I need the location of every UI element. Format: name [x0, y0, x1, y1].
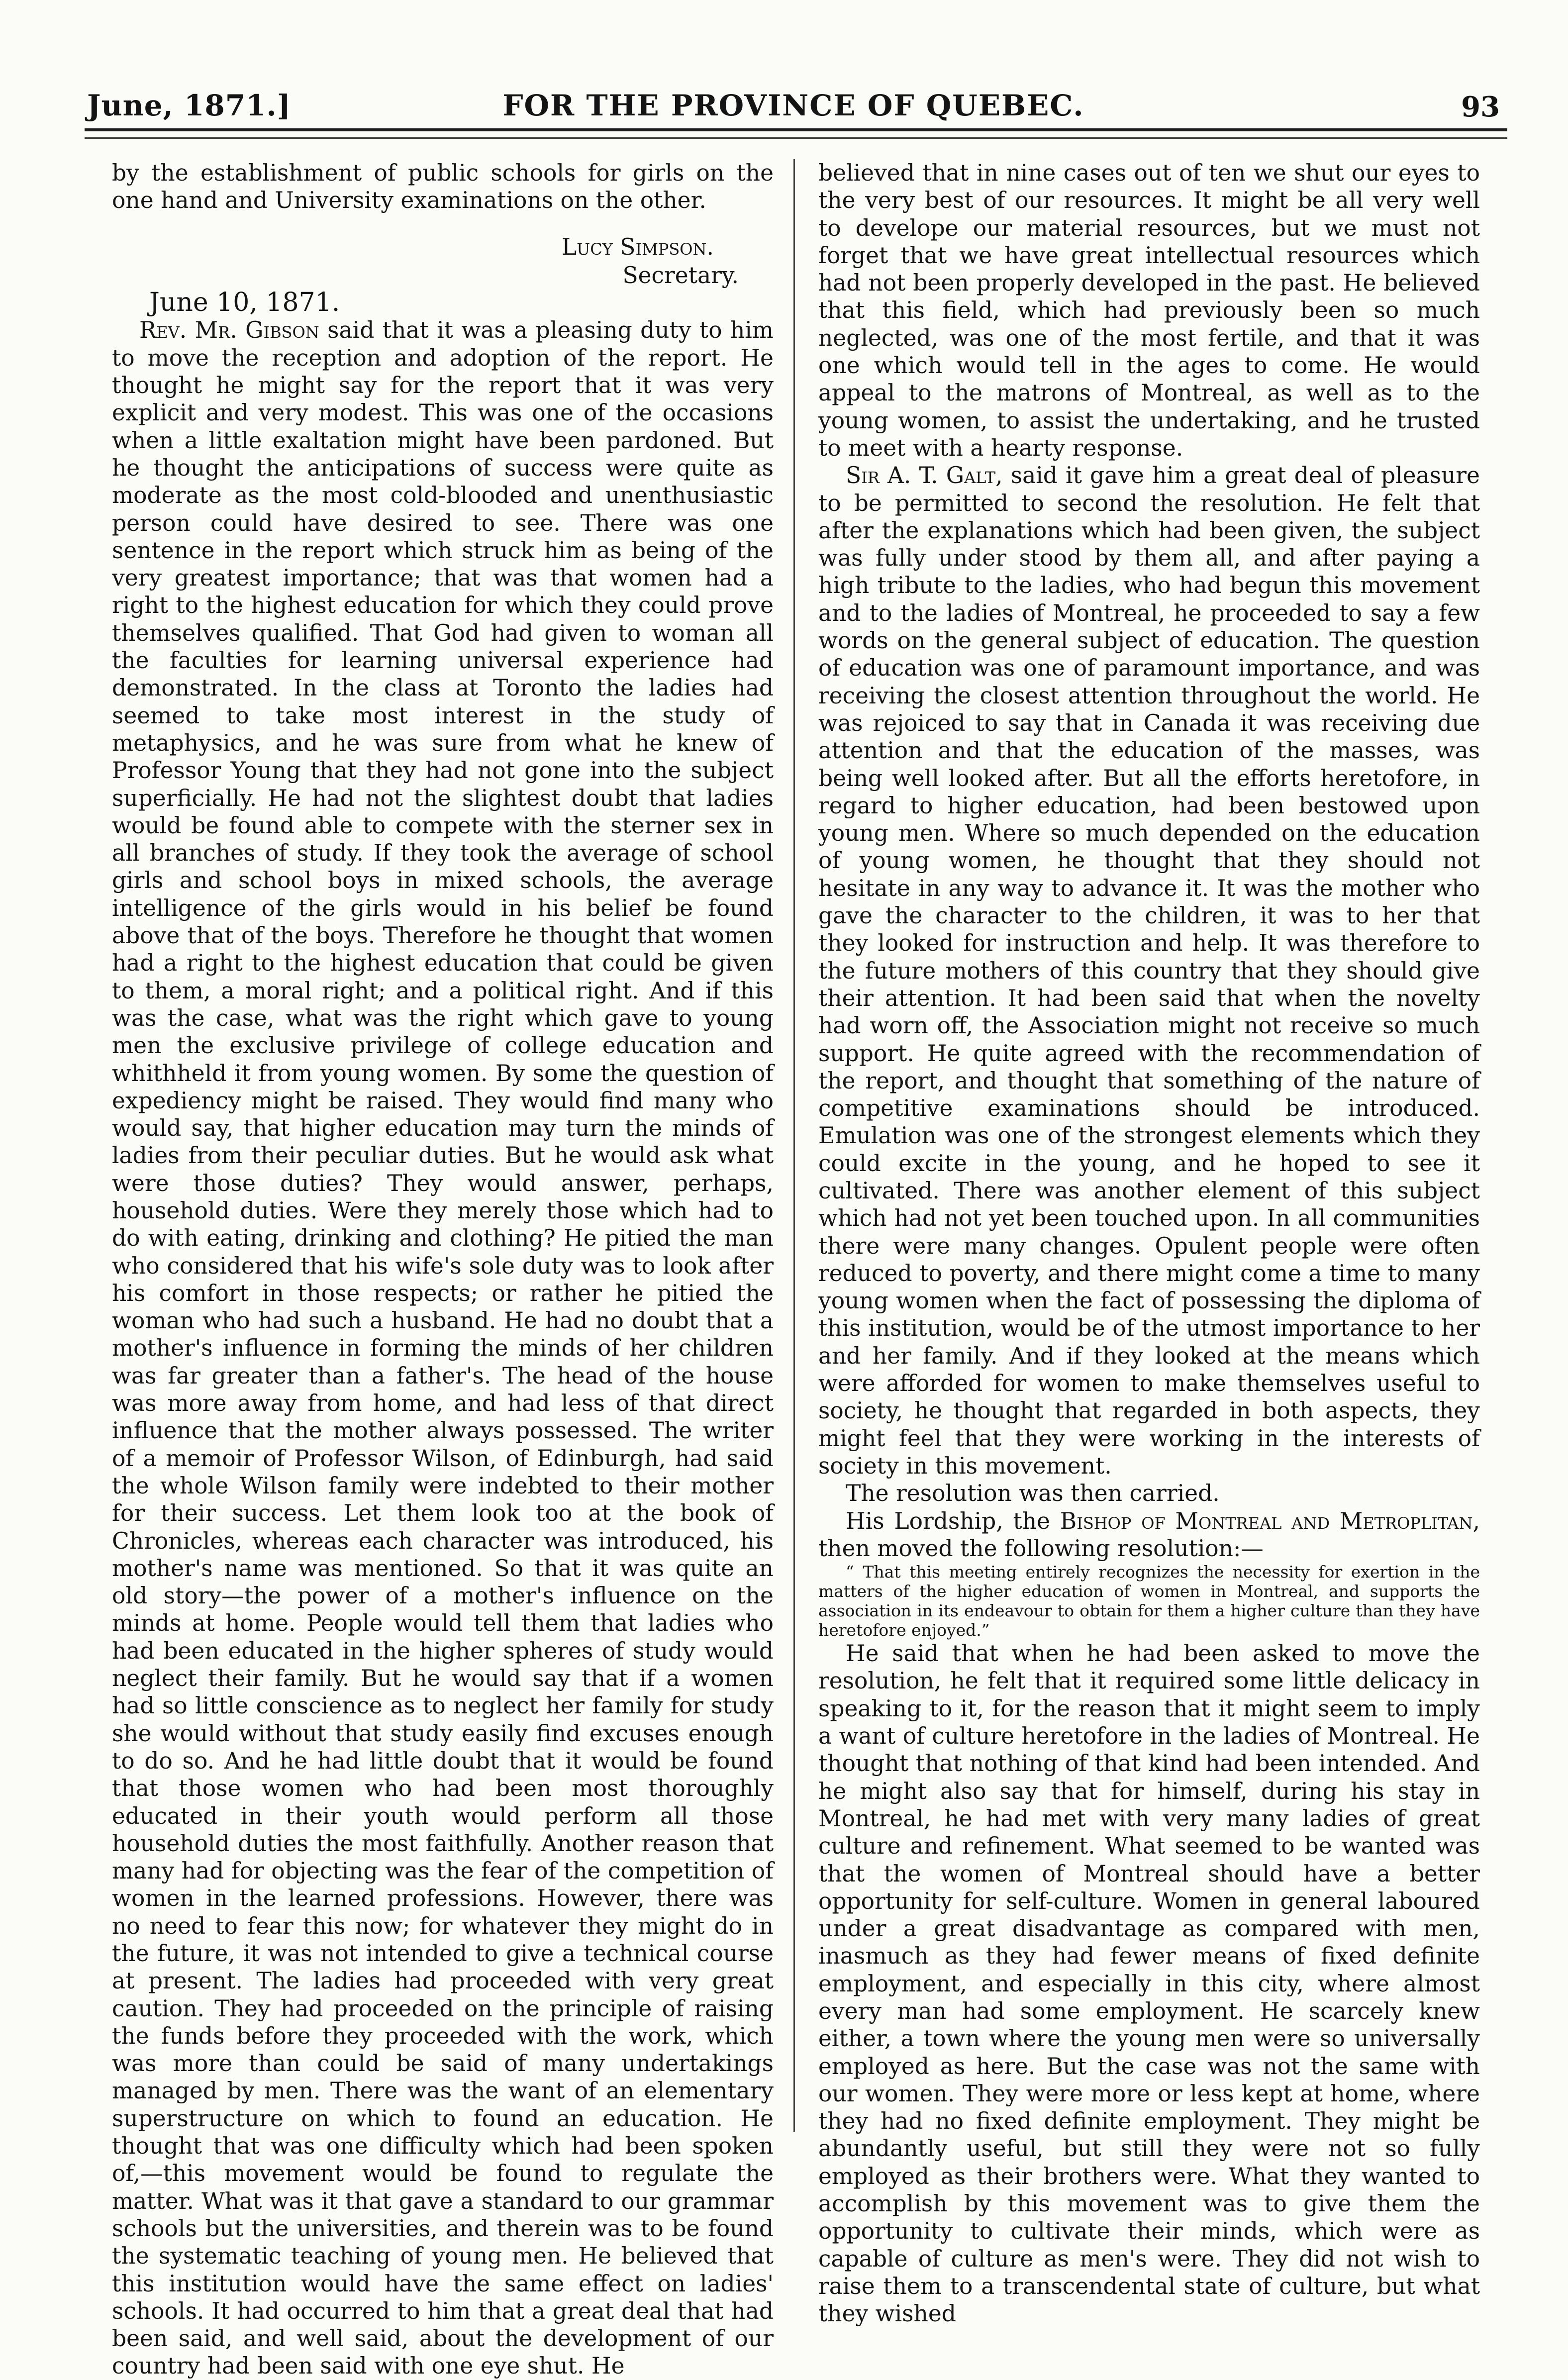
resolution-quote: “ That this meeting entirely recognizes the necessity for exertion in the matters of the higher education of women in Montreal, and supports the association in its endeavour to obtain for them a higher culture than they have heretofore enjoyed.” [818, 1562, 1480, 1640]
continuation-paragraph: believed that in nine cases out of ten we shut our eyes to the very best of our resources. It might be all very well to develope our material resources, but we must not forget that we have great intellectual resources which had not been properly developed in the past. He believed that this field, which had previously been so much neglected, was one of the most fertile, and that it was one which would tell in the ages to come. He would appeal to the matrons of Montreal, as well as to the young women, to assist the undertaking, and he trusted to meet with a hearty response. [818, 160, 1480, 461]
report-dateline: June 10, 1871. [149, 288, 340, 318]
signature-name: Lucy Simpson. [562, 233, 714, 260]
speaker-name: Bishop of Montreal and Metroplitan, [1060, 1507, 1480, 1534]
header-date: June, 1871.] [87, 89, 292, 122]
intro-rest: then moved the following resolution:— [818, 1535, 1264, 1562]
intro-text: His Lordship, the [846, 1507, 1050, 1534]
galt-paragraph [818, 462, 1480, 1480]
left-column [112, 159, 774, 2380]
opening-paragraph: by the establishment of public schools for girls on the one hand and University examinations on the other. [112, 160, 774, 214]
resolution-carried: The resolution was then carried. [846, 1480, 1220, 1507]
bishop-intro-paragraph [818, 1507, 1480, 1563]
paragraph-text: said it gave him a great deal of pleasure to be permitted to second the resolution. He felt that after the explanations which had been given, the subject was fully under stood by them all, and after paying a high tribute to the ladies, who had begun this movement and to the ladies of Montreal, he proceeded to say a few words on the general subject of education. The question of education was one of paramount importance, and was receiving the closest attention throughout the world. He was rejoiced to say that in Canada it was receiving due attention and that the education of the masses, was being well looked after. But all the efforts heretofore, in regard to higher education, had been bestowed upon young men. Where so much depended on the education of young women, he thought that they should not hesitate in any way to advance it. It was the mother who gave the character to the children, it was to her that they looked for instruction and help. It was therefore to the future mothers of this country that they should give their attention. It had been said that when the novelty had worn off, the Association might not receive so much support. He quite agreed with the recommendation of the report, and thought that something of the nature of competitive examinations should be introduced. Emulation was one of the strongest elements which they could excite in the young, and he hoped to see it cultivated. There was another element of this subject which had not yet been touched upon. In all communities there were many changes. Opulent people were often reduced to poverty, and there might come a time to many young women when the fact of possessing the diploma of this institution, would be of the utmost importance to her and her family. And if they looked at the means which were afforded for women to make themselves useful to society, he thought that regarded in both aspects, they might feel that they were working in the interests of society in this movement. [818, 462, 1480, 1479]
header-title: FOR THE PROVINCE OF QUEBEC. [502, 89, 1084, 122]
header-rule-thin [85, 137, 1507, 139]
page-header [82, 89, 1505, 133]
header-rule-thick [85, 128, 1507, 131]
signature-role: Secretary. [622, 262, 739, 289]
gibson-paragraph [112, 316, 774, 2380]
bishop-speech-paragraph: He said that when he had been asked to move the resolution, he felt that it required some little delicacy in speaking to it, for the reason that it might seem to imply a want of culture heretofore in the ladies of Montreal. He thought that nothing of that kind had been intended. And he might also say that for himself, during his stay in Montreal, he had met with very many ladies of great culture and refinement. What seemed to be wanted was that the women of Montreal should have a better opportunity for self-culture. Women in general laboured under a great disadvantage as compared with men, inasmuch as they had fewer means of fixed definite employment, and especially in this city, where almost every man had some employment. He scarcely knew either, a town where the young men were so universally employed as here. But the case was not the same with our women. They were more or less kept at home, where they had no fixed definite employment. They might be abundantly useful, but still they were not so fully employed as their brothers were. What they wanted to accomplish by this movement was to give them the opportunity to cultivate their minds, which were as capable of culture as men's were. They did not wish to raise them to a transcendental state of culture, but what they wished [818, 1640, 1480, 2327]
speaker-name: Sir A. T. Galt, [846, 462, 1003, 489]
column-divider [793, 159, 795, 2132]
paragraph-text: said that it was a pleasing duty to him to move the reception and adoption of the report. He thought he might say for the report that it was very explicit and very modest. This was one of the occasions when a little exaltation might have been pardoned. But he thought the anticipations of success were quite as moderate as the most cold-blooded and unenthusiastic person could have desired to see. There was one sentence in the report which struck him as being of the very greatest importance; that was that women had a right to the highest education for which they could prove themselves qualified. That God had given to woman all the faculties for learning universal experience had demonstrated. In the class at Toronto the ladies had seemed to take most interest in the study of metaphysics, and he was sure from what he knew of Professor Young that they had not gone into the subject superficially. He had not the slightest doubt that ladies would be found able to compete with the sterner sex in all branches of study. If they took the average of school girls and school boys in mixed schools, the average intelligence of the girls would in his belief be found above that of the boys. Therefore he thought that women had a right to the highest education that could be given to them, a moral right; and a political right. And if this was the case, what was the right which gave to young men the exclusive privilege of college education and whithheld it from young women. By some the question of expediency might be raised. They would find many who would say, that higher education may turn the minds of ladies from their peculiar duties. But he would ask what were those duties? They would answer, perhaps, household duties. Were they merely those which had to do with eating, drinking and clothing? He pitied the man who considered that his wife's sole duty was to look after his comfort in those respects; or rather he pitied the woman who had such a husband. He had no doubt that a mother's influence in forming the minds of her children was far greater than a father's. The head of the house was more away from home, and had less of that direct influence that the mother always possessed. The writer of a memoir of Professor Wilson, of Edinburgh, had said the whole Wilson family were indebted to their mother for their success. Let them look too at the book of Chronicles, whereas each character was introduced, his mother's name was mentioned. So that it was quite an old story—the power of a mother's influence on the minds at home. People would tell them that ladies who had been educated in the higher spheres of study would neglect their family. But he would say that if a women had so little conscience as to neglect her family for study she would without that study easily find excuses enough to do so. And he had little doubt that it would be found that those women who had been most thoroughly educated in their youth would perform all those household duties the most faithfully. Another reason that many had for objecting was the fear of the competition of women in the learned professions. However, there was no need to fear this now; for whatever they might do in the future, it was not intended to give a technical course at present. The ladies had proceeded with very great caution. They had proceeded on the principle of raising the funds before they proceeded with the work, which was more than could be said of many undertakings managed by men. There was the want of an elementary superstructure on which to found an education. He thought that was one difficulty which had been spoken of,—this movement would be found to regulate the matter. What was it that gave a standard to our grammar schools but the universities, and therein was to be found the systematic teaching of young men. He believed that this institution would have the same effect on ladies' schools. It had occurred to him that a great deal that had been said, and well said, about the development of our country had been said with one eye shut. He [112, 317, 774, 2380]
speaker-name: Rev. Mr. Gibson [139, 317, 319, 344]
page-number: 93 [1461, 91, 1500, 123]
right-column [818, 159, 1480, 2327]
report-signature [112, 233, 774, 290]
